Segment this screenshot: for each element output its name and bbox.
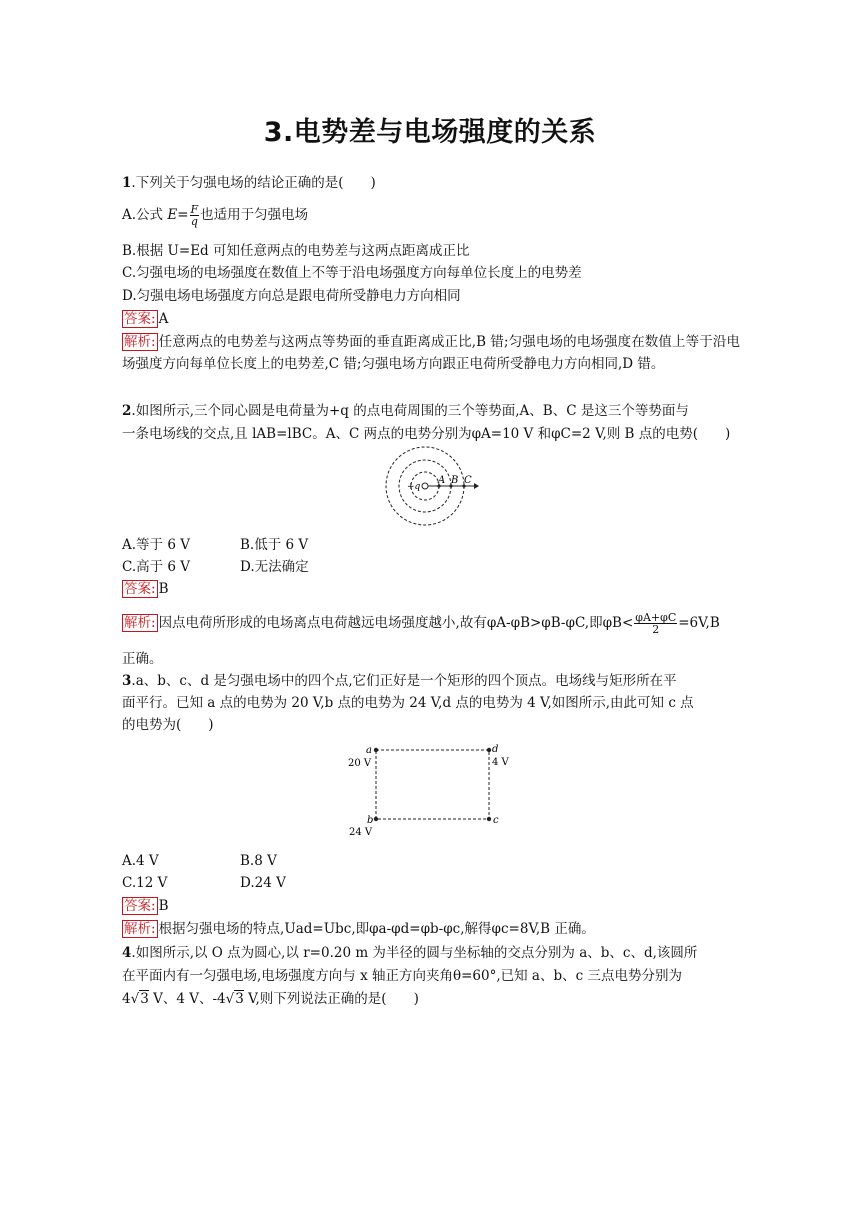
- vertex-a-label: a: [366, 745, 372, 756]
- q3-stem-line3: 的电势为( ): [122, 717, 214, 733]
- q2-figure-concentric-circles: [376, 446, 480, 528]
- q1-analysis: 解析: 任意两点的电势差与这两点等势面的垂直距离成正比,B 错;匀强电场的电场强度在数值上等于沿电场强度方向每单位长度上的电势差,C 错;匀强电场方向跟正电荷所受静电力方向相同,D 错。: [122, 334, 740, 372]
- q2-analysis: 解析: 因点电荷所形成的电场离点电荷越远电场强度越小,故有φA-φB>φB-φC,即φB< $\frac{\varphi A+\varphi C}{2}$ =6V,B: [124, 611, 720, 636]
- vertex-b-label: b: [367, 815, 374, 826]
- q3-analysis: 解析: 根据匀强电场的特点,Uad=Ubc,即φa-φd=φb-φc,解得φc=8V,B 正确。: [124, 921, 595, 937]
- q2-options-cd: C.高于 6 V D.无法确定: [122, 559, 309, 575]
- q1-option-d: D.匀强电场电场强度方向总是跟电荷所受静电力方向相同: [122, 288, 461, 304]
- q3-stem-line2: 面平行。已知 a 点的电势为 20 V,b 点的电势为 24 V,d 点的电势为 4 V,如图所示,由此可知 c 点: [122, 695, 694, 711]
- point-c-label: C: [464, 475, 472, 486]
- q1-fraction: $\frac{F}{q}$: [190, 203, 199, 228]
- arrow-icon: [474, 483, 479, 489]
- q2-fraction: $\frac{\varphi A+\varphi C}{2}$: [635, 611, 677, 636]
- q1-answer: 答案: A: [124, 311, 169, 327]
- q4-stem-line3: 4√3 V、4 V、-4√3 V,则下列说法正确的是( ): [122, 991, 419, 1007]
- charge-dot: [422, 483, 428, 489]
- q3-options-cd: C.12 V D.24 V: [122, 875, 286, 891]
- point-a-label: A: [438, 475, 446, 486]
- point-b-label: B: [451, 475, 459, 486]
- q2-options-ab: A.等于 6 V B.低于 6 V: [122, 537, 309, 553]
- dashed-rectangle: [376, 750, 489, 819]
- q2-analysis-line2: 正确。: [122, 651, 163, 667]
- potential-b-label: 24 V: [349, 827, 373, 838]
- q4-stem-line1: 4.如图所示,以 O 点为圆心,以 r=0.20 m 为半径的圆与坐标轴的交点分别为 a、b、c、d,该圆所: [122, 945, 698, 961]
- q3-answer: 答案: B: [124, 898, 169, 914]
- q1-option-a: A.公式 E= $\frac{F}{q}$ 也适用于匀强电场: [122, 203, 309, 228]
- q2-stem-line1: 2.如图所示,三个同心圆是电荷量为+q 的点电荷周围的三个等势面,A、B、C 是这三个等势面与: [122, 403, 689, 419]
- q3-stem-line1: 3.a、b、c、d 是匀强电场中的四个点,它们正好是一个矩形的四个顶点。电场线与矩形所在平: [122, 673, 677, 689]
- q4-stem-line2: 在平面内有一匀强电场,电场强度方向与 x 轴正方向夹角θ=60°,已知 a、b、c 三点电势分别为: [122, 968, 682, 984]
- q2-stem-line2: 一条电场线的交点,且 lAB=lBC。A、C 两点的电势分别为φA=10 V 和φC=2 V,则 B 点的电势( ): [122, 426, 731, 442]
- q1-stem: 1.下列关于匀强电场的结论正确的是( ): [122, 175, 376, 191]
- potential-a-label: 20 V: [348, 758, 372, 769]
- page-title: 3.电势差与电场强度的关系: [263, 117, 597, 148]
- potential-d-label: 4 V: [492, 757, 509, 768]
- q3-figure-rectangle: [340, 740, 520, 840]
- q1-option-c: C.匀强电场的电场强度在数值上不等于沿电场强度方向每单位长度上的电势差: [122, 265, 582, 281]
- q2-answer: 答案: B: [124, 581, 169, 597]
- q3-options-ab: A.4 V B.8 V: [122, 853, 277, 869]
- charge-label: +q: [407, 482, 421, 492]
- q1-option-b: B.根据 U=Ed 可知任意两点的电势差与这两点距离成正比: [122, 243, 470, 259]
- vertex-d-label: d: [492, 744, 499, 755]
- vertex-c-label: c: [493, 815, 499, 826]
